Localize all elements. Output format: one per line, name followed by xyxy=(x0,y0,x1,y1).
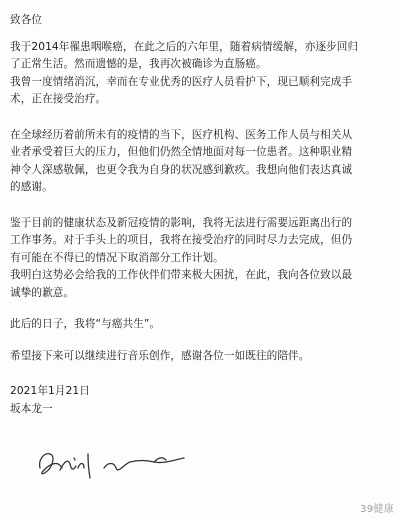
text-line: 我曾一度情绪消沉，幸而在专业优秀的医疗人员看护下，现已顺利完成手 xyxy=(10,75,353,88)
paragraph-3 xyxy=(10,215,390,303)
text-line: 了正常生活。然而遗憾的是，我再次被确诊为直肠癌。 xyxy=(10,58,267,70)
paragraph-1 xyxy=(10,39,390,109)
text-line: 工作事务。对于手头上的项目，我将在接受治疗的同时尽力去完成，但仍 xyxy=(10,234,353,246)
letter-author: 坂本龙一 xyxy=(10,402,53,415)
text-line: 鉴于目前的健康状态及新冠疫情的影响，我将无法进行需要远距离出行的 xyxy=(10,216,353,229)
paragraph-2 xyxy=(10,127,390,197)
paragraph-5: 希望接下来可以继续进行音乐创作，感谢各位一如既往的陪伴。 xyxy=(10,349,310,362)
salutation: 致各位 xyxy=(10,14,43,26)
handwritten-signature xyxy=(34,438,194,486)
letter-body xyxy=(10,12,390,418)
text-line: 业者承受着巨大的压力，但他们仍然全情地面对每一位患者。这种职业精 xyxy=(10,146,353,158)
text-line: 诚挚的歉意。 xyxy=(10,286,75,299)
text-line: 的感谢。 xyxy=(10,181,53,193)
text-line: 在全球经历着前所未有的疫情的当下，医疗机构、医务工作人员与相关从 xyxy=(10,128,353,141)
text-line: 神令人深感敬佩，也更令我为自身的状况感到歉疚。我想向他们表达真诚 xyxy=(10,163,353,176)
text-line: 术，正在接受治疗。 xyxy=(10,93,107,105)
text-line: 我明白这势必会给我的工作伙伴们带来极大困扰，在此，我向各位致以最 xyxy=(10,269,353,281)
paragraph-4: 此后的日子，我将“与癌共生”。 xyxy=(10,318,161,330)
text-line: 有可能在不得已的情况下取消部分工作计划。 xyxy=(10,251,224,264)
text-line: 我于2014年罹患咽喉癌，在此之后的六年里，随着病情缓解，亦逐步回归 xyxy=(10,40,359,53)
letter-date: 2021年1月21日 xyxy=(10,385,90,397)
watermark-text: 39健康 xyxy=(360,504,394,515)
